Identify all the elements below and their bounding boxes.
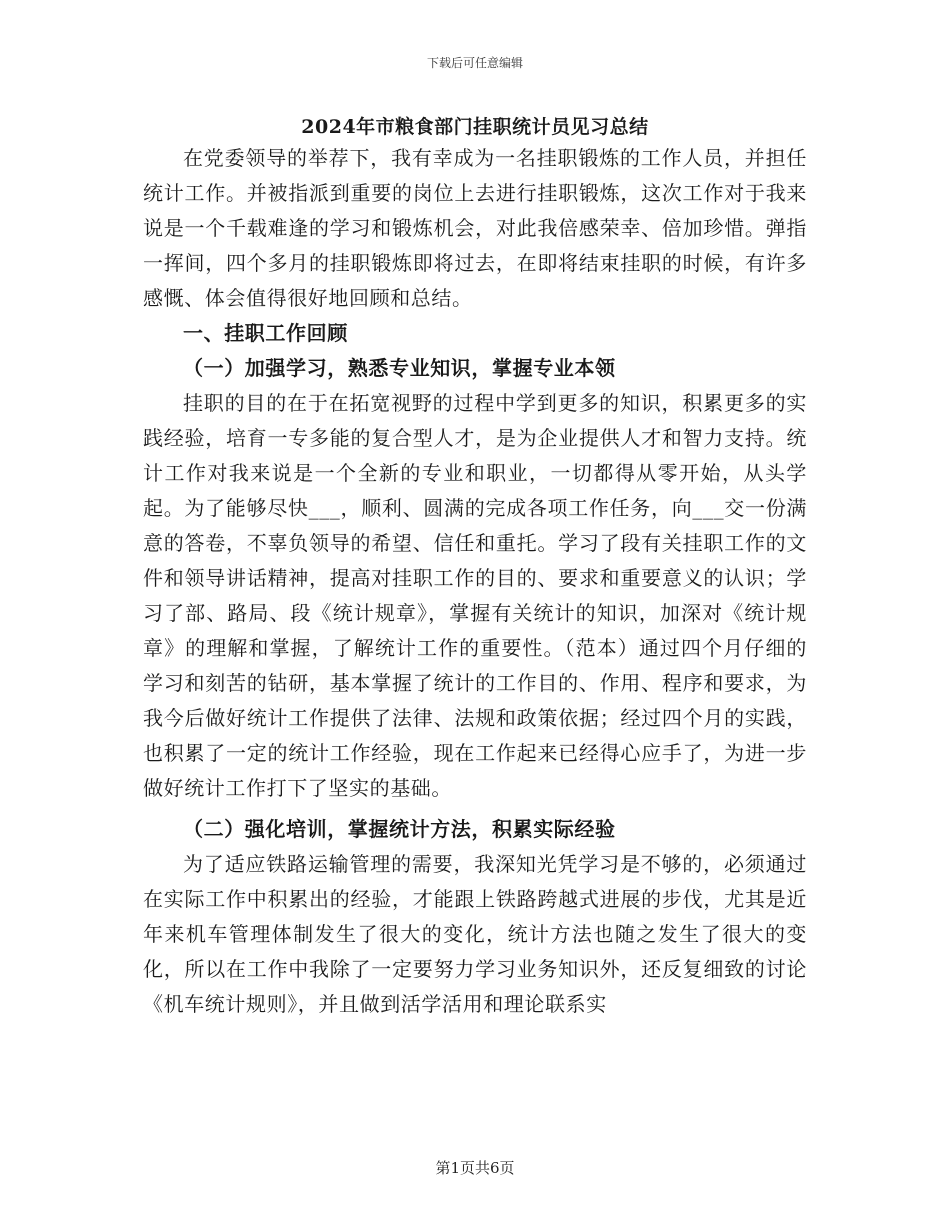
subsection-2-paragraph: 为了适应铁路运输管理的需要，我深知光凭学习是不够的，必须通过在实际工作中积累出的经验，才能跟上铁路跨越式进展的步伐，尤其是近年来机车管理体制发生了很大的变化，统计方法也随之发生了很大的变化，所以在工作中我除了一定要努力学习业务知识外，还反复细致的讨论《机车统计规则》，并且做到活学活用和理论联系实 <box>143 852 807 1016</box>
download-note: 下载后可任意编辑 <box>426 56 523 70</box>
subsection-heading-2: （二）强化培训，掌握统计方法，积累实际经验 <box>183 817 616 841</box>
document-title: 2024年市粮食部门挂职统计员见习总结 <box>301 116 649 138</box>
intro-paragraph: 在党委领导的举荐下，我有幸成为一名挂职锻炼的工作人员，并担任统计工作。并被指派到重要的岗位上去进行挂职锻炼，这次工作对于我来说是一个千载难逢的学习和锻炼机会，对此我倍感荣幸、倍加珍惜。弹指一挥间，四个多月的挂职锻炼即将过去，在即将结束挂职的时候，有许多感慨、体会值得很好地回顾和总结。 <box>143 146 807 310</box>
section-heading-review: 一、挂职工作回顾 <box>183 321 348 345</box>
subsection-1-paragraph: 挂职的目的在于在拓宽视野的过程中学到更多的知识，积累更多的实践经验，培育一专多能的复合型人才，是为企业提供人才和智力支持。统计工作对我来说是一个全新的专业和职业，一切都得从零开始，从头学起。为了能够尽快___，顺利、圆满的完成各项工作任务，向___交一份满意的答卷，不辜负领导的希望、信任和重托。学习了段有关挂职工作的文件和领导讲话精神，提高对挂职工作的目的、要求和重要意义的认识；学习了部、路局、段《统计规章》，掌握有关统计的知识，加深对《统计规章》的理解和掌握，了解统计工作的重要性。（范本）通过四个月仔细的学习和刻苦的钻研，基本掌握了统计的工作目的、作用、程序和要求，为我今后做好统计工作提供了法律、法规和政策依据；经过四个月的实践，也积累了一定的统计工作经验，现在工作起来已经得心应手了，为进一步做好统计工作打下了坚实的基础。 <box>143 391 807 800</box>
subsection-heading-1: （一）加强学习，熟悉专业知识，掌握专业本领 <box>183 356 616 380</box>
document-body <box>143 113 807 1022</box>
page-number: 第1页共6页 <box>435 1159 515 1177</box>
